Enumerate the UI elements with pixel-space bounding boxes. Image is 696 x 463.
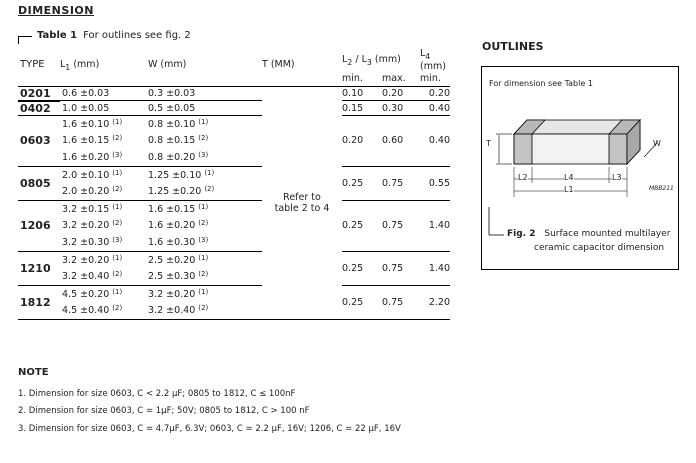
w-cell: 2.5 ±0.20 $^{(1)}$	[148, 251, 262, 268]
col-l4: $L_4$ (mm)	[420, 48, 446, 72]
l1-cell: 3.2 ±0.15 $^{(1)}$	[60, 200, 148, 217]
l-max-cell: 0.75	[382, 285, 420, 319]
type-cell: 1210	[18, 251, 60, 285]
w-label: W	[653, 139, 661, 148]
l1-cell: 3.2 ±0.40 $^{(2)}$	[62, 270, 123, 283]
table-caption-text: For outlines see fig. 2	[83, 30, 191, 41]
type-cell: 1206	[18, 200, 60, 251]
l1-cell: 3.2 ±0.20 $^{(2)}$	[62, 219, 123, 232]
l-min-cell: 0.25	[342, 166, 382, 200]
caption-rule	[18, 36, 32, 37]
right-terminal-front	[609, 134, 627, 164]
l1-label: L1	[564, 185, 574, 194]
l-min-cell: 0.25	[342, 285, 382, 319]
l-min-cell: 0.15	[342, 101, 382, 116]
type-cell: 0402	[18, 101, 60, 116]
table-row	[18, 101, 450, 116]
w-cell: 3.2 ±0.40 $^{(2)}$	[148, 304, 209, 317]
header-row	[18, 44, 450, 72]
type-cell: 0201	[18, 86, 60, 101]
table-row	[18, 115, 450, 132]
l-l4-cell: 0.40	[420, 115, 450, 166]
w-cell: 1.25 ±0.20 $^{(2)}$	[148, 185, 215, 198]
l1-cell: 1.6 ±0.20 $^{(3)}$	[62, 151, 123, 164]
w-cell: 1.25 ±0.10 $^{(1)}$	[148, 166, 262, 183]
note-3: 3. Dimension for size 0603, C = 4.7µF, 6.3V; 0603, C = 2.2 µF, 16V; 1206, C = 22 µF, 16V	[18, 424, 401, 434]
type-cell: 0603	[18, 115, 60, 166]
caption-rule-vertical	[18, 36, 19, 44]
figure-caption	[507, 229, 670, 239]
dimension-table-body	[18, 44, 450, 320]
l-l4-cell: 1.40	[420, 251, 450, 285]
w-cell: 0.3 ±0.03	[148, 86, 262, 101]
w-cell: 1.6 ±0.30 $^{(3)}$	[148, 236, 209, 249]
col-w: W (mm)	[148, 59, 187, 71]
col-l4-min: min.	[420, 73, 441, 85]
w-cell: 0.5 ±0.05	[148, 101, 262, 116]
table-caption-label: Table 1	[37, 30, 78, 41]
l-min-cell: 0.20	[342, 115, 382, 166]
l-max-cell: 0.75	[382, 251, 420, 285]
l1-cell: 4.5 ±0.40 $^{(2)}$	[62, 304, 123, 317]
col-l23: $L_2 / L_3$ (mm)	[342, 53, 401, 67]
col-t: T (MM)	[262, 59, 295, 71]
table-row	[18, 285, 450, 302]
figure-note: For dimension see Table 1	[489, 79, 593, 88]
l1-cell: 2.0 ±0.20 $^{(2)}$	[62, 185, 123, 198]
l-max-cell: 0.20	[382, 86, 420, 101]
t-cell: Refer to table 2 to 4	[262, 86, 342, 319]
table-row	[18, 86, 450, 101]
type-cell: 0805	[18, 166, 60, 200]
l1-cell: 3.2 ±0.20 $^{(1)}$	[60, 251, 148, 268]
drawing-code: MBB211	[649, 185, 674, 192]
table-row	[18, 166, 450, 183]
l2-label: L2	[518, 173, 528, 182]
l-max-cell: 0.30	[382, 101, 420, 116]
l4-label: L4	[564, 173, 574, 182]
w-cell: 0.8 ±0.20 $^{(3)}$	[148, 151, 209, 164]
l-l4-cell: 0.20	[420, 86, 450, 101]
type-cell: 1812	[18, 285, 60, 319]
figure-caption-line2: ceramic capacitor dimension	[534, 243, 665, 253]
l-max-cell: 0.60	[382, 115, 420, 166]
l-min-cell: 0.10	[342, 86, 382, 101]
l1-cell: 2.0 ±0.10 $^{(1)}$	[60, 166, 148, 183]
table-row	[18, 200, 450, 217]
l-l4-cell: 2.20	[420, 285, 450, 319]
l-l4-cell: 0.40	[420, 101, 450, 116]
table-caption	[37, 30, 191, 41]
w-cell: 1.6 ±0.15 $^{(1)}$	[148, 200, 262, 217]
l1-cell: 1.6 ±0.15 $^{(2)}$	[62, 134, 123, 147]
left-terminal-front	[514, 134, 532, 164]
w-cell: 3.2 ±0.20 $^{(1)}$	[148, 285, 262, 302]
w-cell: 0.8 ±0.15 $^{(2)}$	[148, 134, 209, 147]
note-heading: NOTE	[18, 367, 49, 378]
l-l4-cell: 1.40	[420, 200, 450, 251]
note-1: 1. Dimension for size 0603, C < 2.2 µF; 0805 to 1812, C ≤ 100nF	[18, 389, 296, 399]
figure-caption-label: Fig. 2	[507, 229, 536, 239]
l1-cell: 4.5 ±0.20 $^{(1)}$	[60, 285, 148, 302]
l-l4-cell: 0.55	[420, 166, 450, 200]
l-min-cell: 0.25	[342, 200, 382, 251]
t-label: T	[486, 139, 491, 148]
l1-cell: 3.2 ±0.30 $^{(3)}$	[62, 236, 123, 249]
table-bottom-rule	[18, 319, 450, 320]
dimension-table	[18, 44, 450, 320]
l-max-cell: 0.75	[382, 166, 420, 200]
outlines-heading: OUTLINES	[482, 40, 544, 53]
l1-cell: 1.6 ±0.10 $^{(1)}$	[60, 115, 148, 132]
col-l1: $L_1$ (mm)	[60, 58, 100, 72]
l1-cell: 1.0 ±0.05	[60, 101, 148, 116]
l3-label: L3	[612, 173, 622, 182]
l-max-cell: 0.75	[382, 200, 420, 251]
col-type: TYPE	[20, 59, 45, 71]
figure-caption-line1: Surface mounted multilayer	[544, 229, 671, 239]
w-cell: 0.8 ±0.10 $^{(1)}$	[148, 115, 262, 132]
w-cell: 2.5 ±0.30 $^{(2)}$	[148, 270, 209, 283]
col-l23-min: min.	[342, 73, 363, 85]
w-cell: 1.6 ±0.20 $^{(2)}$	[148, 219, 209, 232]
col-l23-max: max.	[382, 73, 406, 85]
outline-figure	[481, 66, 679, 270]
l1-cell: 0.6 ±0.03	[60, 86, 148, 101]
table-row	[18, 251, 450, 268]
section-heading: DIMENSION	[18, 4, 94, 17]
l-min-cell: 0.25	[342, 251, 382, 285]
note-2: 2. Dimension for size 0603, C = 1µF; 50V; 0805 to 1812, C > 100 nF	[18, 406, 310, 416]
